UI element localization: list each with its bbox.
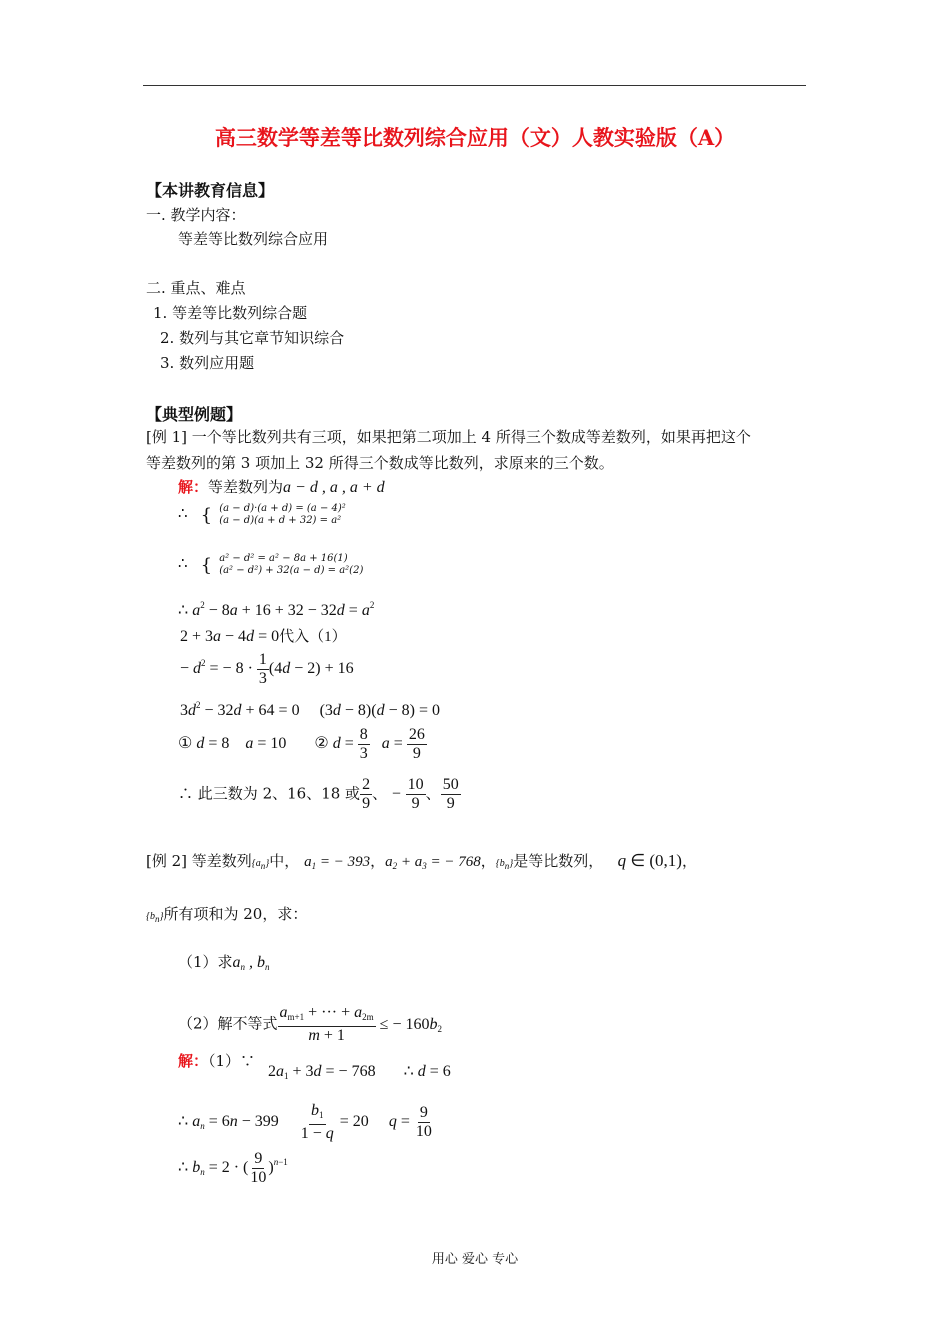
eq-quadratic: $3d^2 - 32d + 64 = 0$ (3d − 8)(d − 8) = 0 — [180, 700, 440, 719]
question2: （2）解不等式 $\frac{a_{m+1} + \cdot\cdot\cdot + a_{2m}}{m + 1}$ ≤ − $160b_2$ — [178, 1004, 442, 1044]
example1-line2: 等差数列的第 3 项加上 32 所得三个数成等比数列，求原来的三个数。 — [146, 454, 614, 472]
section-heading-examples: 【典型例题】 — [146, 405, 243, 424]
key-point-2: 2. 数列与其它章节知识综合 — [160, 329, 345, 347]
eq-d-condition: $2a_1 + 3d$ = − 768 ∴ d = 6 — [268, 1063, 451, 1081]
teaching-content-label: 一. 教学内容： — [146, 206, 246, 224]
answer1: ∴ 此三数为 2、16、18 或 $\frac{2}{9}$ 、 − $\frac{10}{9}$ 、 $\frac{50}{9}$ — [178, 776, 459, 812]
key-point-1: 1. 等差等比数列综合题 — [153, 304, 308, 322]
solution1-intro: 解：等差数列为a − d , a , a + d — [178, 478, 385, 496]
page-footer: 用心 爱心 专心 — [431, 1252, 519, 1267]
system2: ∴ { a² − d² = a² − 8a + 16(1) (a² − d²) + 32(a − d) = a²(2) — [178, 553, 364, 576]
header-rule — [143, 85, 806, 86]
eq-seq: a − d , a , a + d — [283, 479, 385, 496]
example1-line1: [例 1] 一个等比数列共有三项，如果把第二项加上 4 所得三个数成等差数列，如果再把这个 — [146, 428, 751, 446]
key-points-label: 二. 重点、难点 — [146, 279, 246, 297]
page-title: 高三数学等差等比数列综合应用（文）人教实验版（A） — [214, 125, 736, 150]
eq-linear: 2 + 3a − 4d = 0代入（1） — [180, 628, 347, 645]
solution-label: 解： — [178, 478, 209, 496]
example2-line1: [例 2] 等差数列$\{a_n\}$中， $a_1$ = − 393，$a_2 + a_3$ = − 768，$\{b_n\}$是等比数列， q ∈ (0,1)， — [146, 851, 697, 871]
eq-an-q: ∴ $a_n = 6n - 399$ $\frac{b_1}{1 - q}$ = 20 q = $\frac{9}{10}$ — [178, 1102, 432, 1142]
eq-expand: ∴ $a^2 - 8a + 16 + 32 - 32d = a^2$ — [178, 600, 375, 619]
eq-substituted: − $d^2$ = − 8 · $\frac{1}{3}$ (4d − 2) + 16 — [180, 651, 354, 687]
system1: ∴ { (a − d)·(a + d) = (a − 4)² (a − d)(a + d + 32) = a² — [178, 503, 346, 526]
eq-bn: ∴ $b_n = 2$ · ( $\frac{9}{10}$ )$^{n-1}$ — [178, 1150, 288, 1186]
example2-line2: $\{b_n\}$所有项和为 20，求： — [146, 905, 308, 924]
section-heading-info: 【本讲教育信息】 — [146, 181, 275, 200]
solution2-intro: 解：（1）∵ — [178, 1052, 256, 1070]
question1: （1）求$a_n$ , $b_n$ — [178, 953, 270, 972]
eq-roots: ① d = 8 a = 10 ② d = $\frac{8}{3}$ a = $\frac{26}{9}$ — [178, 726, 425, 762]
teaching-content-text: 等差等比数列综合应用 — [178, 230, 329, 248]
key-point-3: 3. 数列应用题 — [160, 354, 255, 372]
